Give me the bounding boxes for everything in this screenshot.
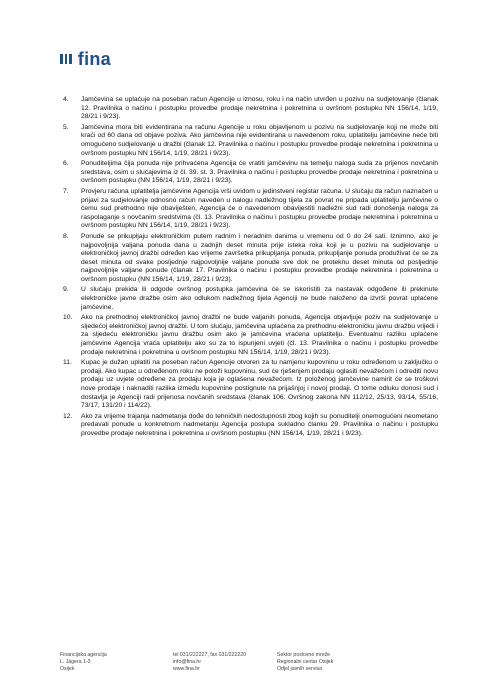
footer-website-link[interactable]: www.fina.hr [173, 666, 200, 672]
footer-line: L. Jägera 1-3 [60, 659, 91, 665]
list-item [63, 160, 438, 186]
item-number: 4. [63, 96, 69, 103]
conditions-list [63, 96, 438, 439]
list-item [63, 413, 438, 439]
document-body [63, 96, 438, 441]
item-number: 8. [63, 232, 69, 240]
footer-department [277, 652, 397, 673]
item-number: 11. [63, 359, 72, 367]
logo-text: fina [77, 49, 111, 69]
footer-email-link[interactable]: info@fina.hr [173, 659, 202, 665]
list-item [63, 188, 438, 231]
footer-line: Financijska agencija [60, 652, 107, 658]
item-number: 7. [63, 187, 69, 195]
footer-line: tel 031/222227, fax 031/222220 [173, 652, 246, 658]
item-number: 5. [63, 123, 69, 131]
logo-bars-icon [60, 54, 74, 64]
item-number: 6. [63, 160, 69, 168]
item-text: Jamčevina se uplaćuje na poseban račun Agencije u iznosu, roku i na način utvrđen u pozivu na sudjelovanje (članak 12. Pravilnika o načinu i postupku provedbe prodaje nekretnina i pokretnina u ovršnom postupku NN 156/14, 1/19, 28/21 i 9/23). [81, 96, 438, 121]
page-footer [60, 652, 440, 673]
item-text: Ako na prethodnoj elektroničkoj javnoj dražbi ne bude valjanih ponuda, Agencija objavljuje poziv na sudjelovanje u sljedećoj elektroničkoj javnoj dražbi. U tom slučaju, jamčevina uplaćena za prethodnu elektroničku javnu dražbu vrijedi i za sljedeću elektroničku javnu dražbu osim ako je jamčevina vraćena uplatitelju. Eventualnu razliku uplaćene jamčevine Agencija vraća uplatitelju ako su za to ispunjeni uvjeti (čl. 13. Pravilnika o načinu i postupku provedbe prodaje nekretnina i pokretnina u ovršnom postupku NN 156/14, 1/19, 28/21 i 9/23). [81, 314, 438, 356]
list-item [63, 286, 438, 312]
item-text: U slučaju prekida ili odgode ovršnog postupka jamčevina će se iskoristiti za nastavak odgođene ili prekinute elektroničke javne dražbe osim ako odlukom nadležnog tijela Agenciji ne bude naloženo da izvrši povrat uplaćene jamčevine. [81, 286, 438, 311]
footer-address [60, 652, 173, 673]
footer-line: Odjel javnih servisa [277, 666, 322, 672]
footer-line: Regionalni centar Osijek [277, 659, 334, 665]
list-item [63, 96, 438, 122]
item-number: 12. [63, 412, 73, 420]
item-number: 9. [63, 286, 69, 294]
item-text: Provjeru računa uplatitelja jamčevine Agencija vrši uvidom u jedinstveni registar računa. U slučaju da račun naznačen u prijavi za sudjelovanje odnosno račun naveden u nalogu nadležnog tijela za povrat ne pripada uplatitelju jamčevine o čemu sud prethodno nije obaviješten, Agencija će o navedenom obavijestiti nadležni sud radi donošenja naloga za raspolaganje s novčanim sredstvima (čl. 13. Pravilnika o načinu i postupku provedbe prodaje nekretnina i pokretnina u ovršnom postupku NN 156/14, 1/19, 28/21 i 9/23). [81, 187, 438, 230]
item-text: Ako za vrijeme trajanja nadmetanja dođe do tehničkih nedostupnosti zbog kojih su ponuditelji onemogućeni neometano predavati ponude u konkretnom nadmetanju Agencija postupa sukladno članku 29. Pravilnika o načinu i postupku provedbe prodaje nekretnina i pokretnina u ovršnom postupku (NN 156/14, 1/19, 28/21 i 9/23). [81, 412, 438, 437]
fina-logo [60, 50, 111, 68]
footer-contact [173, 652, 277, 673]
list-item [63, 124, 438, 158]
item-text: Ponude se prikupljaju elektroničkim putem radnim i neradnim danima u vremenu od 0 do 24 sati. Iznimno, ako je najpovoljnija valjana ponuda dana u zadnjih deset minuta prije isteka roka koji je u pozivu na sudjelovanje u elektroničkoj javnoj dražbi određen kao vrijeme završetka prikupljanja ponuda, prikupljanje ponuda produživat će se za deset minuta od svake posljednje najpovoljnije valjane ponude sve dok ne proteknu deset minuta od posljednje najpovoljnije valjane ponude (članak 17. Pravilnika o načinu i postupku provedbe prodaje nekretnina i pokretnina u ovršnom postupku (NN 156/14, 1/19, 28/21 i 9/23). [81, 232, 438, 283]
list-item [63, 314, 438, 357]
list-item [63, 233, 438, 285]
item-text: Jamčevina mora biti evidentirana na računu Agencije u roku objavljenom u pozivu na sudjelovanje koji ne može biti kraći od 60 dana od objave poziva. Ako jamčevina nije evidentirana u navedenom roku, uplatitelju jamčevine neće biti omogućeno sudjelovanje u dražbi (članak 12. Pravilnika o načinu i postupku provedbe prodaje nekretnina i pokretnina u ovršnom postupku NN 156/14, 1/19, 28/21 i 9/23). [81, 123, 438, 157]
footer-line: Osijek [60, 666, 75, 672]
item-text: Ponuditeljima čija ponuda nije prihvaćena Agencija će vratiti jamčevinu na temelju naloga suda za prijenos novčanih sredstava, osim u slučajevima iz čl. 39. st. 3. Pravilnika o načinu i postupku provedbe prodaje nekretnina i pokretnina u ovršnom postupku (NN 156/14, 1/19, 28/21 i 9/23). [81, 160, 438, 185]
item-number: 10. [63, 314, 73, 322]
footer-line: Sektor poslovne mreže [277, 652, 331, 658]
item-text: Kupac je dužan uplatiti na poseban račun Agencije otvoren za tu namjenu kupovninu u roku određenom u zaključku o prodaji. Ako kupac u određenom roku ne položi kupovninu, sud će rješenjem prodaju oglasiti nevažećom i odrediti novu prodaju uz uvjete određene za prodaju koja je oglašena nevažećom. Iz položenog jamčevine namirit će se troškovi nove prodaje i naknaditi razlika između kupovnine postignute na prijašnjoj i novoj prodaji. O tome odluku donosi sud i dostavlja je Agenciji radi prijenosa novčanih sredstava (članak 106. Ovršnog zakona NN 112/12, 25/13, 93/14, 55/16, 73/17, 131/20 i 114/22). [81, 359, 438, 410]
list-item [63, 359, 438, 411]
